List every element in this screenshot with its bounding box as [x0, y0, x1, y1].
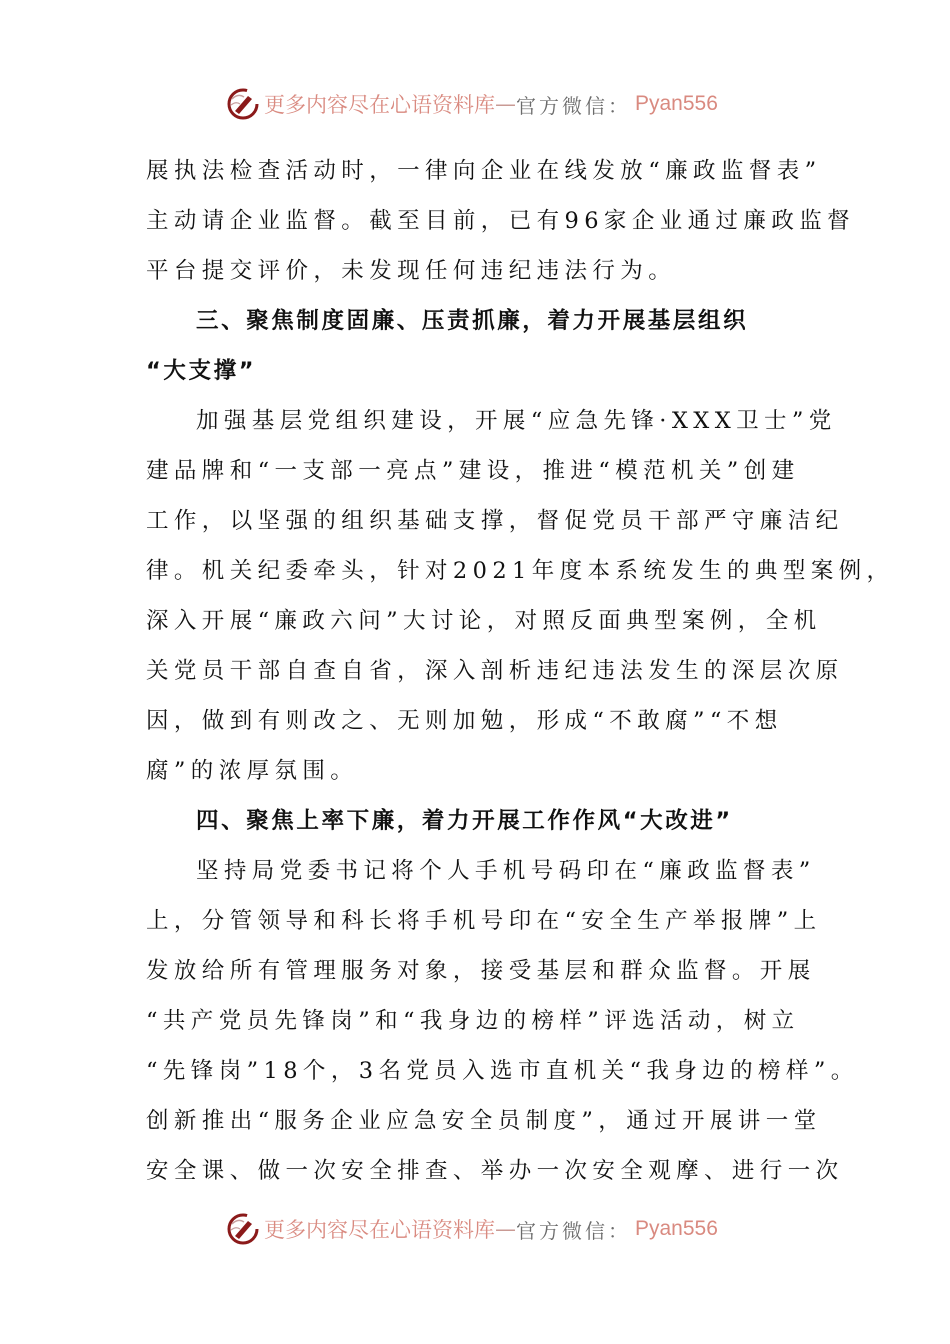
paragraph-start: 加强基层党组织建设，开展“应急先锋·XXX卫士”党 [196, 408, 837, 434]
watermark-dash: — [495, 1217, 516, 1241]
section-heading-3-cont: “大支撑” [146, 358, 257, 384]
body-line: 主动请企业监督。截至目前，已有96家企业通过廉政监督 [146, 208, 856, 234]
quill-pen-logo-icon [226, 1212, 260, 1246]
section-heading-3: 三、聚焦制度固廉、压责抓廉，着力开展基层组织 [196, 308, 749, 334]
watermark-dash: — [495, 92, 516, 116]
body-line: 因，做到有则改之、无则加勉，形成“不敢腐”“不想 [146, 708, 783, 734]
body-line: 律。机关纪委牵头，针对2021年度本系统发生的典型案例， [146, 558, 895, 584]
body-line: “共产党员先锋岗”和“我身边的榜样”评选活动，树立 [146, 1008, 800, 1034]
watermark-slogan: 更多内容尽在心语资料库 [264, 1218, 495, 1242]
body-line: 创新推出“服务企业应急安全员制度”，通过开展讲一堂 [146, 1108, 822, 1134]
body-line: 深入开展“廉政六问”大讨论，对照反面典型案例，全机 [146, 608, 822, 634]
watermark-wechat-id: Pyan556 [635, 92, 718, 115]
quill-pen-logo-icon [226, 87, 260, 121]
watermark-official-label: 官方微信： [516, 93, 631, 118]
watermark-header [226, 84, 718, 124]
watermark-wechat-id: Pyan556 [635, 1217, 718, 1240]
section-heading-4: 四、聚焦上率下廉，着力开展工作作风“大改进” [196, 808, 733, 834]
body-line: 发放给所有管理服务对象，接受基层和群众监督。开展 [146, 958, 816, 984]
body-line: 工作，以坚强的组织基础支撑，督促党员干部严守廉洁纪 [146, 508, 844, 534]
body-line: 安全课、做一次安全排查、举办一次安全观摩、进行一次 [146, 1158, 844, 1184]
watermark-slogan: 更多内容尽在心语资料库 [264, 93, 495, 117]
paragraph-start: 坚持局党委书记将个人手机号码印在“廉政监督表” [196, 858, 816, 884]
body-line: 平台提交评价，未发现任何违纪违法行为。 [146, 258, 677, 284]
document-body [146, 146, 895, 1196]
body-line: “先锋岗”18个，3名党员入选市直机关“我身边的榜样”。 [146, 1058, 859, 1084]
body-line: 建品牌和“一支部一亮点”建设，推进“模范机关”创建 [146, 458, 800, 484]
body-line: 展执法检查活动时，一律向企业在线发放“廉政监督表” [146, 158, 822, 184]
body-line: 关党员干部自查自省，深入剖析违纪违法发生的深层次原 [146, 658, 844, 684]
body-line: 上，分管领导和科长将手机号印在“安全生产举报牌”上 [146, 908, 822, 934]
watermark-footer [226, 1209, 718, 1249]
body-line: 腐”的浓厚氛围。 [146, 758, 359, 784]
watermark-official-label: 官方微信： [516, 1218, 631, 1243]
